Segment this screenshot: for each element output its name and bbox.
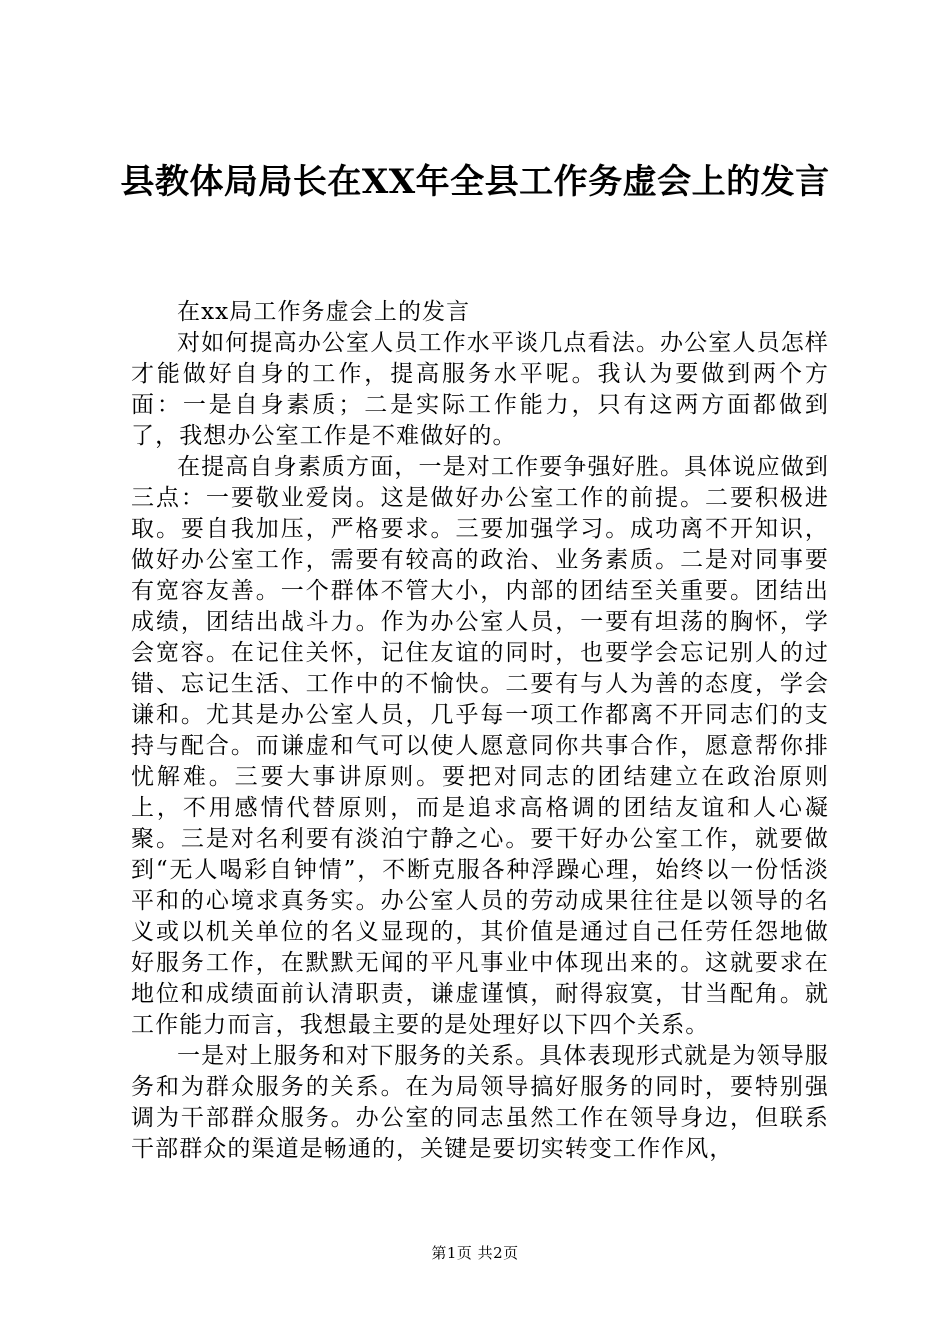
body-paragraph: 一是对上服务和对下服务的关系。具体表现形式就是为领导服务和为群众服务的关系。在为局领导搞好服务的同时，要特别强调为干部群众服务。办公室的同志虽然工作在领导身边，但联系干部群众的渠道是畅通的，关键是要切实转变工作作风， bbox=[131, 1043, 829, 1162]
document-title: 县教体局局长在XX年全县工作务虚会上的发言 bbox=[120, 162, 830, 202]
document-body bbox=[131, 297, 829, 1165]
body-paragraph: 对如何提高办公室人员工作水平谈几点看法。办公室人员怎样才能做好自身的工作，提高服务水平呢。我认为要做到两个方面：一是自身素质；二是实际工作能力，只有这两方面都做到了，我想办公室工作是不难做好的。 bbox=[131, 330, 829, 449]
body-paragraph: 在xx局工作务虚会上的发言 bbox=[177, 299, 471, 325]
page-number-footer: 第1页 共2页 bbox=[431, 1244, 519, 1262]
body-paragraph: 在提高自身素质方面，一是对工作要争强好胜。具体说应做到三点：一要敬业爱岗。这是做好办公室工作的前提。二要积极进取。要自我加压，严格要求。三要加强学习。成功离不开知识，做好办公室工作，需要有较高的政治、业务素质。二是对同事要有宽容友善。一个群体不管大小，内部的团结至关重要。团结出成绩，团结出战斗力。作为办公室人员，一要有坦荡的胸怀，学会宽容。在记住关怀，记住友谊的同时，也要学会忘记别人的过错、忘记生活、工作中的不愉快。二要有与人为善的态度，学会谦和。尤其是办公室人员，几乎每一项工作都离不开同志们的支持与配合。而谦虚和气可以使人愿意同你共事合作，愿意帮你排忧解难。三要大事讲原则。要把对同志的团结建立在政治原则上，不用感情代替原则，而是追求高格调的团结友谊和人心凝聚。三是对名利要有淡泊宁静之心。要干好办公室工作，就要做到“无人喝彩自钟情”，不断克服各种浮躁心理，始终以一份恬淡平和的心境求真务实。办公室人员的劳动成果往往是以领导的名义或以机关单位的名义显现的，其价值是通过自己任劳任怨地做好服务工作，在默默无闻的平凡事业中体现出来的。这就要求在地位和成绩面前认清职责，谦虚谨慎，耐得寂寞，甘当配角。就工作能力而言，我想最主要的是处理好以下四个关系。 bbox=[131, 454, 829, 1038]
